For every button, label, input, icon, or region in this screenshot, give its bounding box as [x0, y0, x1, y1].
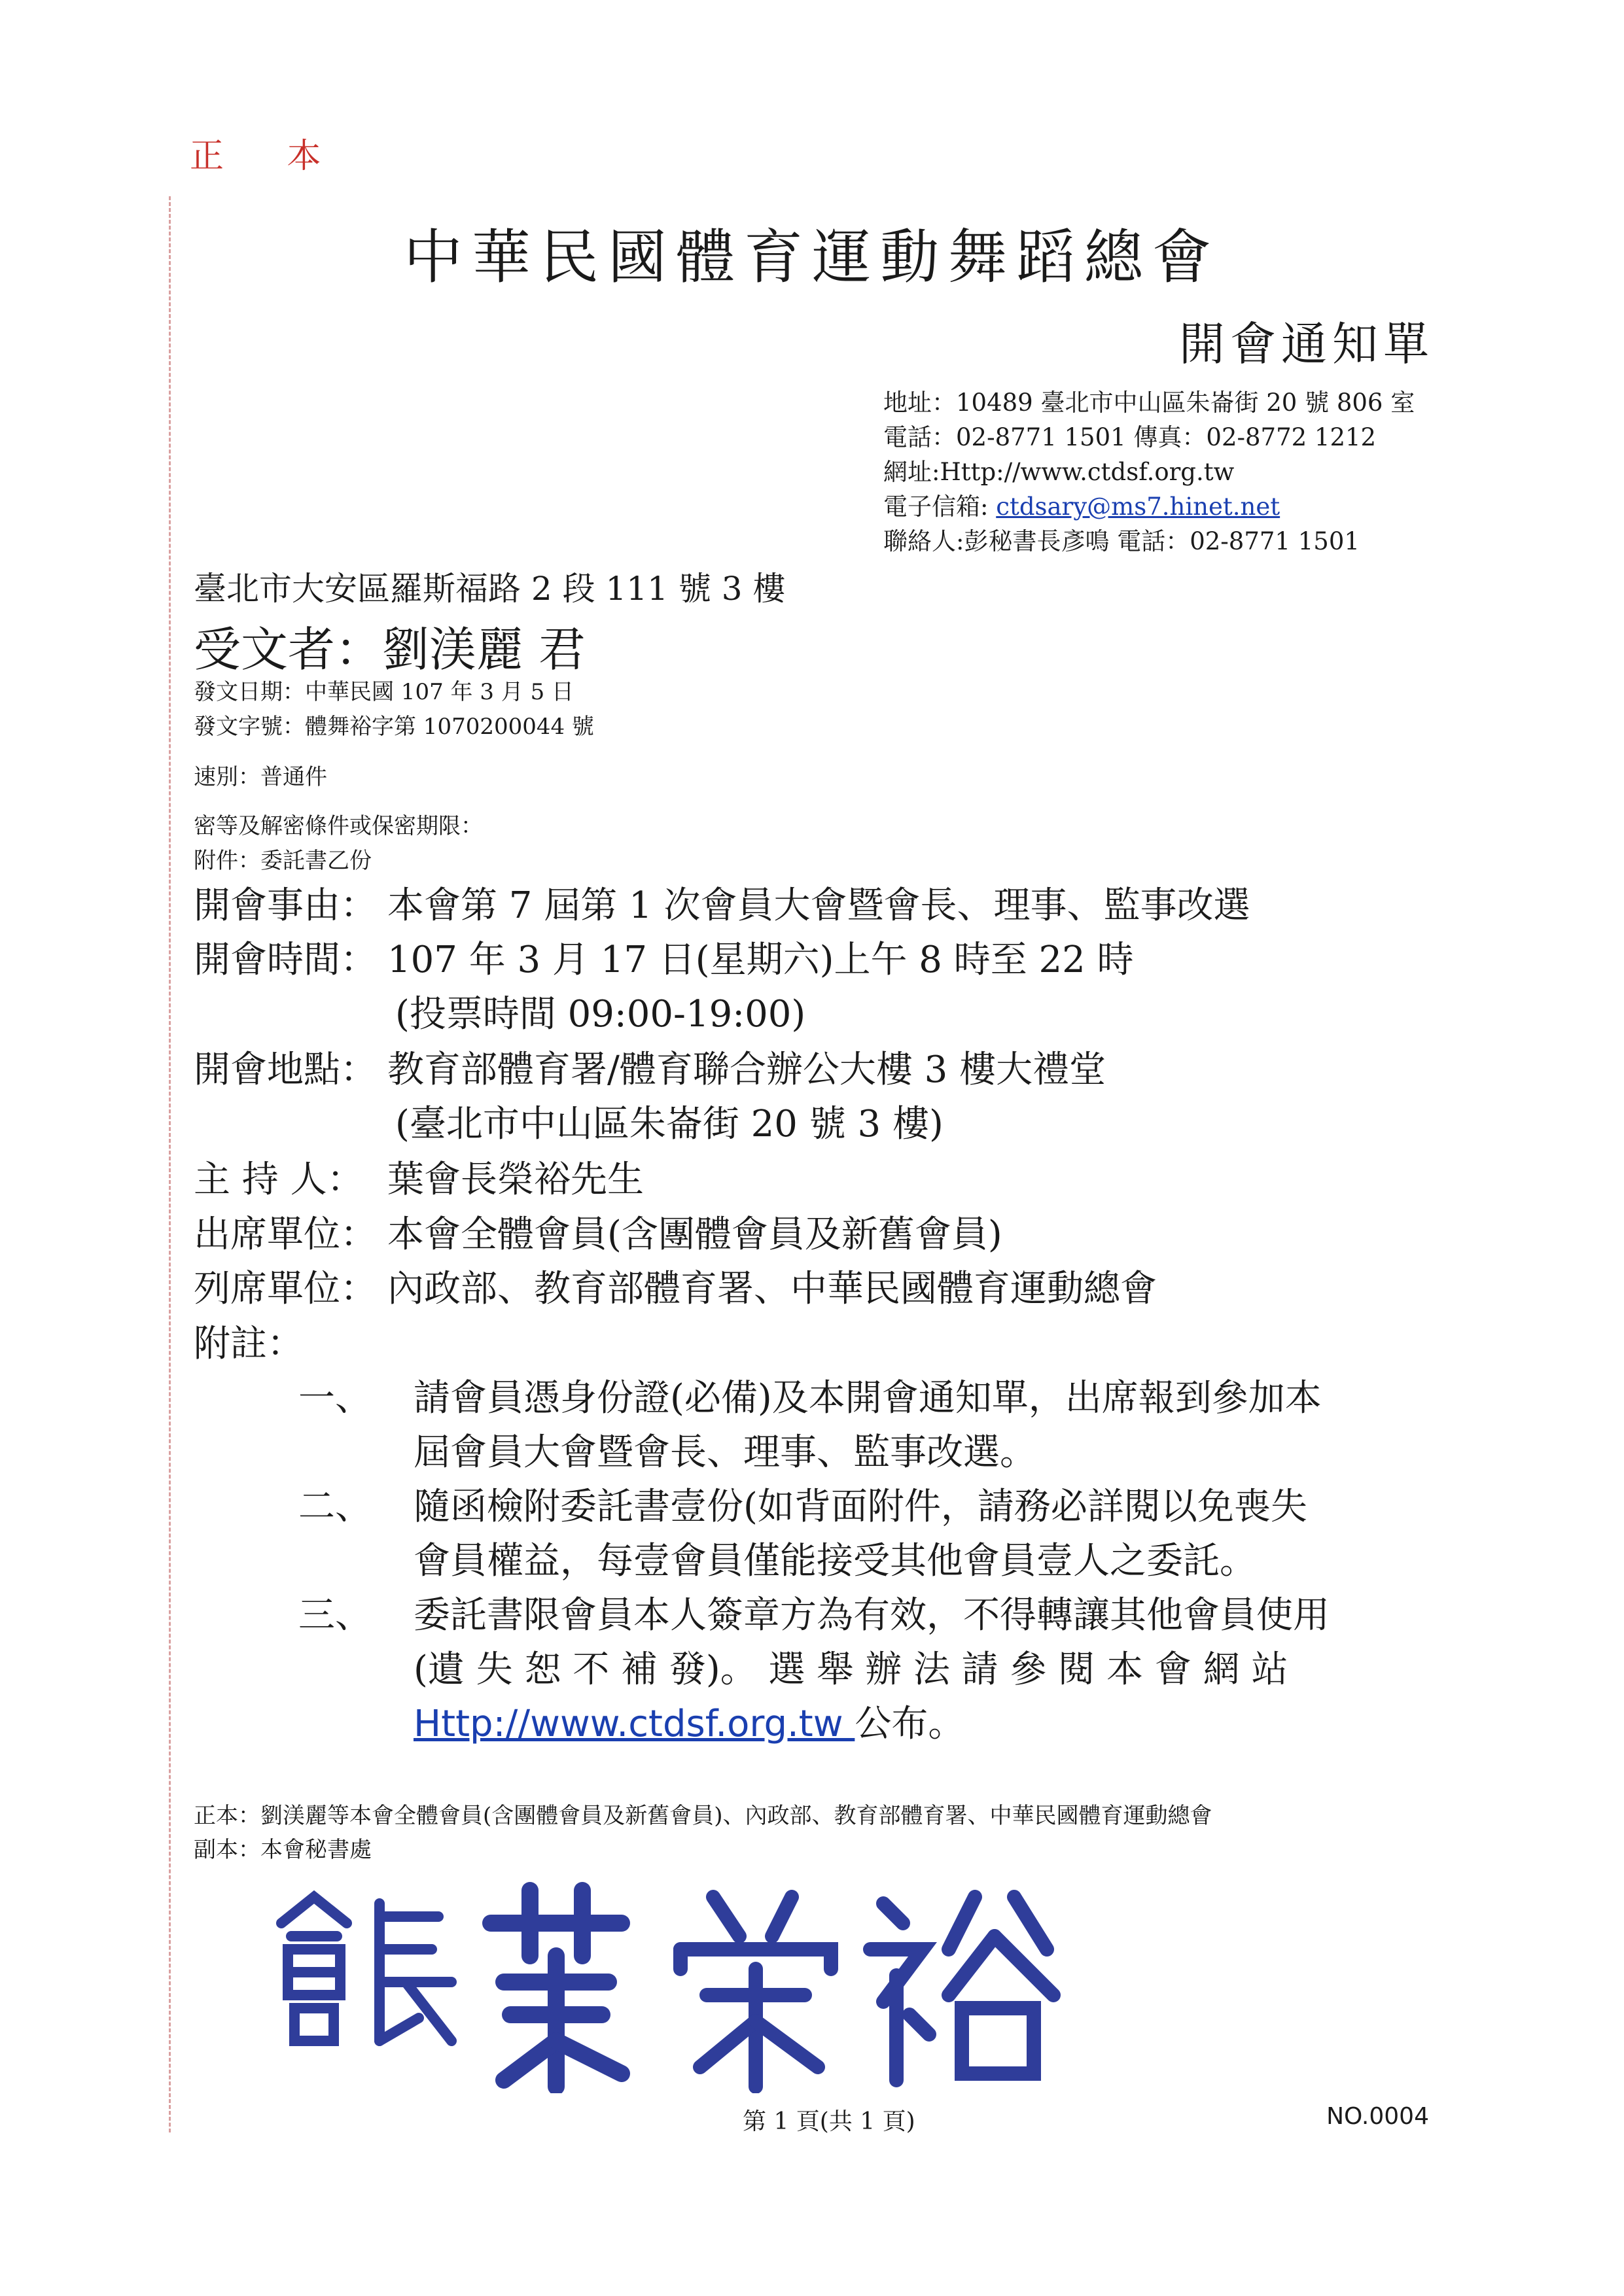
note-line: 隨函檢附委託書壹份(如背面附件，請務必詳閱以免喪失	[414, 1486, 1307, 1528]
note-number: 三、	[298, 1594, 372, 1637]
note-line: 請會員憑身份證(必備)及本開會通知單，出席報到參加本	[414, 1377, 1322, 1419]
contact-address: 地址：10489 臺北市中山區朱崙街 20 號 806 室	[883, 389, 1415, 417]
page-number: 第 1 頁(共 1 頁)	[743, 2108, 915, 2135]
speed: 速別：普通件	[194, 764, 327, 790]
contact-email-row	[883, 487, 1280, 522]
meeting-observers: 列席單位： 內政部、教育部體育署、中華民國體育運動總會	[194, 1268, 1157, 1310]
meeting-place: 開會地點： 教育部體育署/體育聯合辦公大樓 3 樓大禮堂	[194, 1049, 1106, 1091]
contact-phone-fax: 電話：02-8771 1501 傳真：02-8772 1212	[883, 423, 1377, 451]
notes-label: 附註：	[194, 1323, 304, 1365]
president-seal	[255, 1877, 1106, 2093]
meeting-host: 主 持 人： 葉會長榮裕先生	[194, 1158, 644, 1201]
recipient: 受文者：劉渼麗 君	[194, 622, 586, 677]
meeting-time: 開會時間： 107 年 3 月 17 日(星期六)上午 8 時至 22 時	[194, 939, 1134, 981]
distribution-copy: 副本：本會秘書處	[194, 1837, 372, 1863]
note-line: (遺 失 恕 不 補 發)。 選 舉 辦 法 請 參 閱 本 會 網 站	[414, 1648, 1288, 1691]
meeting-time-note: (投票時間 09:00-19:00)	[395, 993, 806, 1035]
secrecy: 密等及解密條件或保密期限：	[194, 813, 483, 839]
doc-number: 發文字號：體舞裕字第 1070200044 號	[194, 714, 594, 740]
note-number: 一、	[298, 1377, 372, 1419]
website-link[interactable]: Http://www.ctdsf.org.tw	[414, 1703, 855, 1745]
note-line: 會員權益，每壹會員僅能接受其他會員壹人之委託。	[414, 1540, 1256, 1582]
meeting-place-note: (臺北市中山區朱崙街 20 號 3 樓)	[395, 1103, 944, 1145]
copy-mark: 正 本	[190, 137, 347, 176]
meeting-attendees: 出席單位： 本會全體會員(含團體會員及新舊會員)	[194, 1213, 1002, 1256]
note-line-link: Http://www.ctdsf.org.tw 公布。	[414, 1703, 965, 1745]
serial-number: NO.0004	[1326, 2103, 1429, 2130]
note-number: 二、	[298, 1486, 372, 1528]
contact-website: 網址:Http://www.ctdsf.org.tw	[883, 458, 1235, 486]
doc-type: 開會通知單	[1179, 317, 1434, 371]
meeting-reason: 開會事由： 本會第 7 屆第 1 次會員大會暨會長、理事、監事改選	[194, 884, 1250, 927]
email-link[interactable]: ctdsary@ms7.hinet.net	[996, 493, 1280, 521]
recipient-address: 臺北市大安區羅斯福路 2 段 111 號 3 樓	[194, 570, 786, 608]
contact-liaison: 聯絡人:彭秘書長彥鳴 電話：02-8771 1501	[883, 527, 1360, 555]
note-line: 委託書限會員本人簽章方為有效，不得轉讓其他會員使用	[414, 1594, 1330, 1637]
distribution-main: 正本：劉渼麗等本會全體會員(含團體會員及新舊會員)、內政部、教育部體育署、中華民國體育運動總會	[194, 1803, 1212, 1829]
issue-date: 發文日期：中華民國 107 年 3 月 5 日	[194, 679, 574, 705]
note-line: 屆會員大會暨會長、理事、監事改選。	[414, 1431, 1036, 1474]
binding-line	[169, 196, 173, 2132]
attachment: 附件：委託書乙份	[194, 848, 372, 874]
org-name: 中華民國體育運動舞蹈總會	[404, 223, 1220, 292]
email-label: 電子信箱:	[883, 493, 997, 521]
